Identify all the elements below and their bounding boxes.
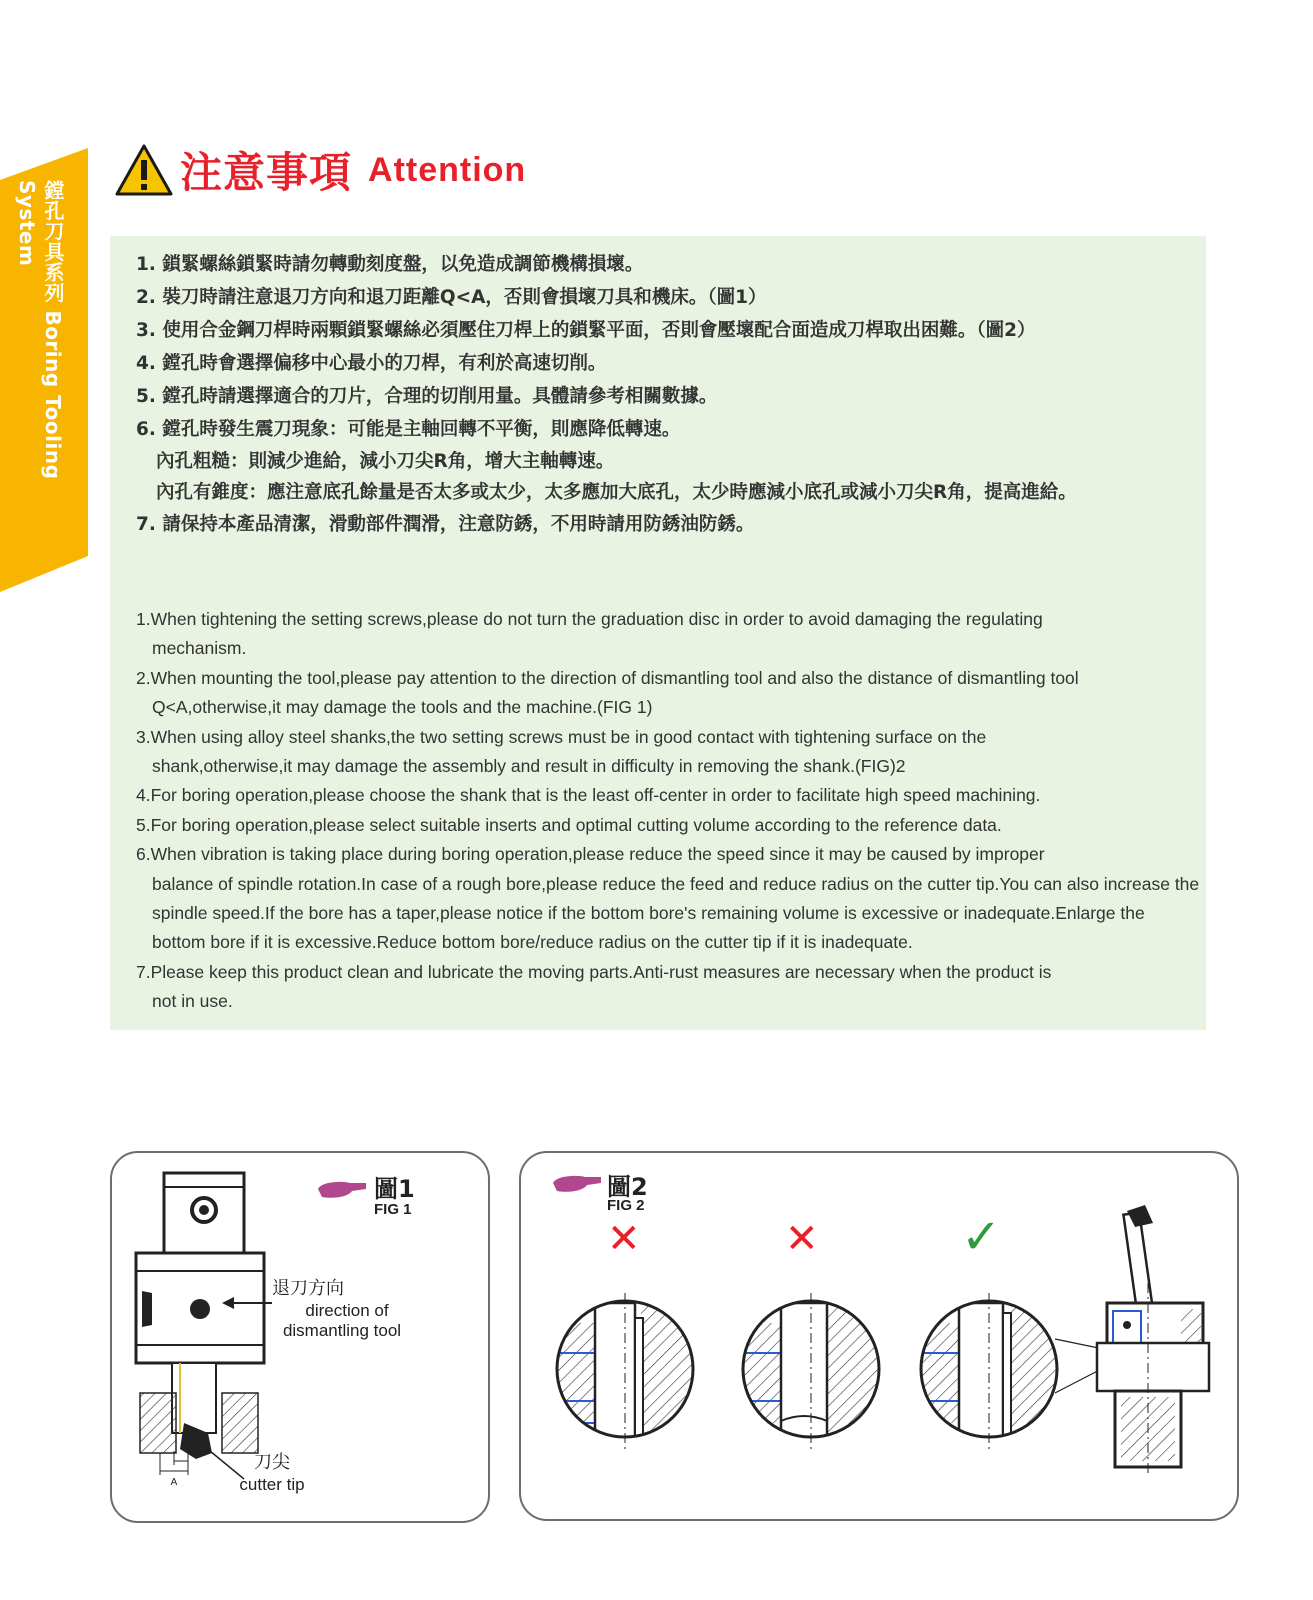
zh-note-3: 3. 使用合金鋼刀桿時兩顆鎖緊螺絲必須壓住刀桿上的鎖緊平面，否則會壓壞配合面造成刀桿取出困難。（圖2） [136, 320, 1036, 341]
zh-note-6: 6. 鏜孔時發生震刀現象：可能是主軸回轉不平衡，則應降低轉速。 [136, 419, 681, 440]
en-note-7-line1: 7.Please keep this product clean and lubricate the moving parts.Anti-rust measures are necessary when the product is [136, 961, 1052, 982]
zh-note-5: 5. 鏜孔時請選擇適合的刀片，合理的切削用量。具體請參考相關數據。 [136, 386, 718, 407]
fig1-dim-a: A [170, 1477, 178, 1488]
fig2-cross-mark-1: ✕ [607, 1216, 641, 1262]
zh-note-1: 1. 鎖緊螺絲鎖緊時請勿轉動刻度盤，以免造成調節機構損壞。 [136, 254, 644, 275]
fig2-detail-2 [737, 1293, 907, 1453]
en-note-1 [136, 605, 1202, 664]
notes-panel [110, 236, 1206, 1030]
zh-note-6b: 內孔有錐度：應注意底孔餘量是否太多或太少，太多應加大底孔，太少時應減小底孔或減小刀尖R角，提高進給。 [156, 482, 1077, 503]
en-notes-list [136, 605, 1202, 1017]
fig2-label-zh: 圖2 [607, 1173, 648, 1201]
fig1-direction-en-2: dismantling tool [282, 1321, 402, 1340]
zh-notes-list [136, 248, 1196, 541]
page-title-en: Attention [368, 150, 527, 189]
fig2-cross-mark-2: ✕ [785, 1216, 819, 1262]
fig2-detail-3 [915, 1293, 1091, 1453]
warning-triangle-icon [114, 143, 174, 197]
zh-note-6a: 內孔粗糙：則減少進給，減小刀尖R角，增大主軸轉速。 [156, 451, 615, 472]
figure-1 [110, 1151, 490, 1523]
en-note-7-cont: not in use. [152, 991, 233, 1012]
figure-2 [519, 1151, 1239, 1521]
en-note-6-cont: balance of spindle rotation.In case of a rough bore,please reduce the feed and reduce radius on the cutter tip.You can also increase the spindle speed.If the bore has a taper,please notice if the bottom bore's remaining volume is excessive or inadequate.Enlarge the bottom bore if it is excessive.Reduce bottom bore/reduce radius on the cutter tip if it is inadequate. [152, 873, 1200, 953]
en-note-3-cont: shank,otherwise,it may damage the assembly and result in difficulty in removing the shank.(FIG)2 [152, 756, 906, 777]
attention-header [114, 140, 526, 200]
fig2-label-en: FIG 2 [607, 1197, 645, 1214]
en-note-5-line1: 5.For boring operation,please select suitable inserts and optimal cutting volume according to the reference data. [136, 814, 1002, 835]
fig1-direction-zh: 退刀方向 [272, 1278, 344, 1299]
en-note-6 [136, 840, 1202, 958]
en-note-1-cont: mechanism. [152, 638, 247, 659]
fig1-direction-en-1: direction of [305, 1301, 389, 1320]
zh-note-7: 7. 請保持本產品清潔，滑動部件潤滑，注意防銹，不用時請用防銹油防銹。 [136, 514, 755, 535]
en-note-3 [136, 723, 1202, 782]
fig2-detail-1 [551, 1293, 721, 1453]
fig1-pointer-icon [318, 1182, 366, 1198]
zh-note-4: 4. 鏜孔時會選擇偏移中心最小的刀桿，有利於高速切削。 [136, 353, 607, 374]
fig1-tip-zh: 刀尖 [254, 1452, 290, 1473]
fig1-label-en: FIG 1 [374, 1201, 412, 1218]
en-note-7 [136, 958, 1202, 1017]
page-title-zh: 注意事項 [180, 148, 353, 197]
fig2-pointer-icon [553, 1176, 601, 1192]
en-note-2 [136, 664, 1202, 723]
en-note-6-line1: 6.When vibration is taking place during boring operation,please reduce the speed since it may be caused by improper [136, 844, 1045, 865]
en-note-3-line1: 3.When using alloy steel shanks,the two setting screws must be in good contact with tightening surface on the [136, 726, 987, 747]
fig1-tip-en: cutter tip [239, 1475, 305, 1494]
fig2-assembly [1055, 1205, 1209, 1473]
fig2-check-mark: ✓ [961, 1209, 1002, 1265]
en-note-5 [136, 811, 1202, 840]
en-note-1-line1: 1.When tightening the setting screws,please do not turn the graduation disc in order to avoid damaging the regulating [136, 609, 1043, 629]
en-note-4 [136, 781, 1202, 810]
fig1-dim-q: Q [202, 1439, 210, 1450]
en-note-4-line1: 4.For boring operation,please choose the shank that is the least off-center in order to facilitate high speed machining. [136, 785, 1041, 806]
en-note-2-cont: Q<A,otherwise,it may damage the tools and the machine.(FIG 1) [152, 697, 653, 718]
en-note-2-line1: 2.When mounting the tool,please pay attention to the direction of dismantling tool and also the distance of dismantling tool [136, 667, 1079, 688]
zh-note-2: 2. 裝刀時請注意退刀方向和退刀距離Q<A，否則會損壞刀具和機床。（圖1） [136, 287, 767, 308]
side-tab-label: 鏜孔刀具系列 Boring Tooling System [15, 180, 65, 480]
side-tab [0, 0, 90, 600]
fig1-label-zh: 圖1 [374, 1175, 415, 1203]
